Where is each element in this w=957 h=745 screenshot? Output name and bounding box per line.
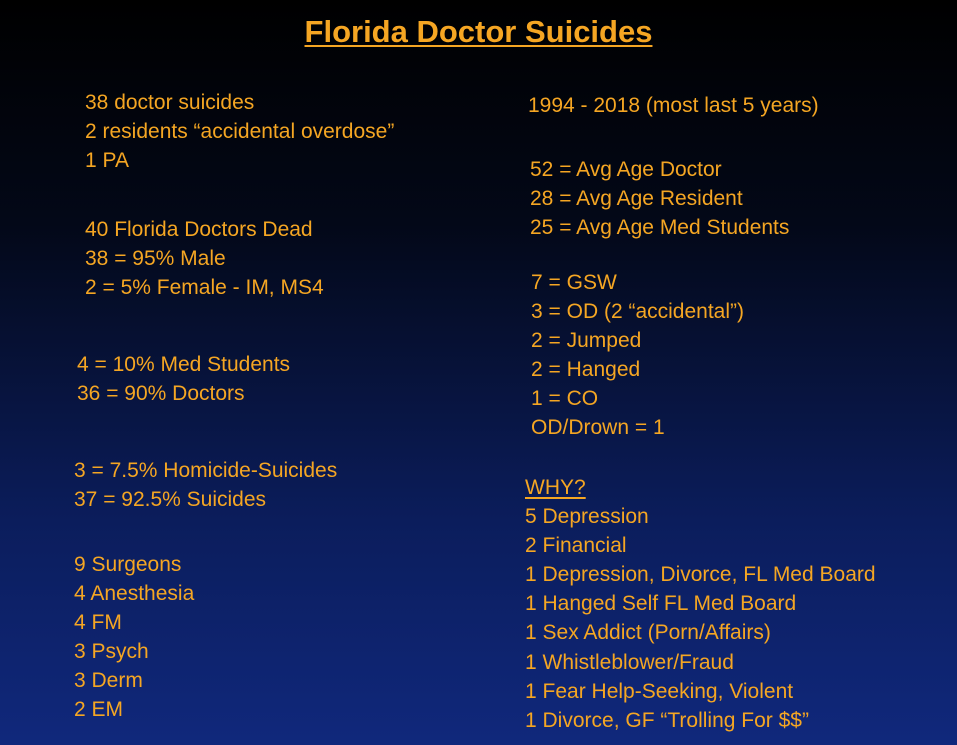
doctors-dead-line: 2 = 5% Female - IM, MS4 (85, 276, 324, 300)
doctors-dead-line: 38 = 95% Male (85, 247, 226, 271)
page-title: Florida Doctor Suicides (304, 14, 653, 49)
methods-block (531, 268, 744, 443)
summary-line: 1 PA (85, 149, 129, 173)
why-item: 1 Whistleblower/Fraud (525, 650, 734, 674)
age-line: 28 = Avg Age Resident (530, 187, 743, 211)
homicide-block (74, 456, 337, 514)
doctors-dead-line: 40 Florida Doctors Dead (85, 218, 313, 241)
students-line: 36 = 90% Doctors (77, 382, 245, 406)
specialties-block (74, 550, 194, 725)
method-item: OD/Drown = 1 (531, 416, 665, 440)
homicide-line: 37 = 92.5% Suicides (74, 488, 267, 512)
method-item: 2 = Jumped (531, 329, 642, 353)
period-line: 1994 - 2018 (most last 5 years) (528, 94, 819, 117)
specialty-item: 2 EM (74, 698, 124, 722)
why-item: 5 Depression (525, 505, 649, 529)
summary-block (85, 88, 394, 175)
method-item: 2 = Hanged (531, 358, 641, 382)
students-block (77, 350, 290, 408)
homicide-line: 3 = 7.5% Homicide-Suicides (74, 459, 338, 482)
summary-line: 38 doctor suicides (85, 91, 255, 114)
age-line: 25 = Avg Age Med Students (530, 216, 790, 240)
why-item: 1 Depression, Divorce, FL Med Board (525, 563, 876, 587)
specialty-item: 3 Derm (74, 669, 143, 693)
specialty-item: 4 Anesthesia (74, 582, 195, 606)
method-item: 1 = CO (531, 387, 599, 411)
why-item: 1 Hanged Self FL Med Board (525, 592, 797, 616)
why-item: 1 Divorce, GF “Trolling For $$” (525, 708, 809, 732)
method-item: 3 = OD (2 “accidental”) (531, 300, 744, 324)
specialty-item: 4 FM (74, 611, 122, 635)
age-line: 52 = Avg Age Doctor (530, 158, 722, 181)
specialty-item: 3 Psych (74, 640, 149, 664)
specialty-item: 9 Surgeons (74, 553, 182, 576)
why-item: 1 Sex Addict (Porn/Affairs) (525, 621, 771, 645)
why-item: 1 Fear Help-Seeking, Violent (525, 679, 794, 703)
students-line: 4 = 10% Med Students (77, 353, 291, 376)
doctors-dead-block (85, 215, 324, 302)
summary-line: 2 residents “accidental overdose” (85, 120, 395, 144)
period-block (528, 91, 819, 120)
why-item: 2 Financial (525, 534, 627, 558)
why-heading: WHY? (525, 476, 586, 499)
why-block (525, 473, 876, 735)
ages-block (530, 155, 789, 242)
method-item: 7 = GSW (531, 271, 617, 294)
